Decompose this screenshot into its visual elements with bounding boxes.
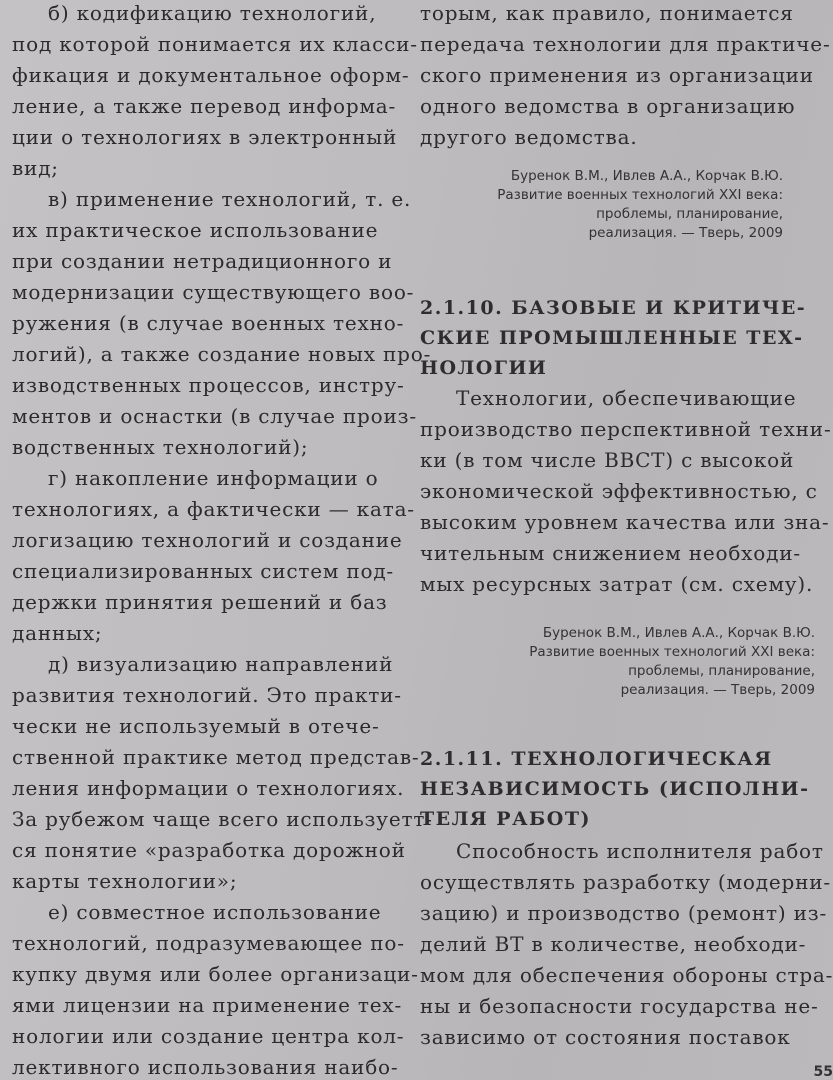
text-line: лективного использования наибо-: [12, 1055, 399, 1079]
text-line: е) совместное использование: [48, 900, 382, 924]
heading-line: 2.1.11. ТЕХНОЛОГИЧЕСКАЯ: [420, 748, 773, 770]
text-line: зацию) и производство (ремонт) из-: [420, 901, 828, 925]
text-line: одного ведомства в организацию: [420, 94, 796, 118]
text-line: логизацию технологий и создание: [12, 528, 403, 552]
text-line: при создании нетрадиционного и: [12, 249, 393, 273]
heading-line: СКИЕ ПРОМЫШЛЕННЫЕ ТЕХ-: [420, 327, 804, 349]
heading-line: НОЛОГИИ: [420, 357, 548, 379]
text-line: зависимо от состояния поставок: [420, 1025, 791, 1049]
citation-line: проблемы, планирование,: [596, 206, 783, 222]
page-number: 55: [813, 1064, 833, 1080]
citation-line: Развитие военных технологий XXI века:: [529, 644, 815, 660]
text-line: чительным снижением необходи-: [420, 541, 801, 565]
citation-line: реализация. — Тверь, 2009: [588, 225, 783, 241]
section-paragraph: [420, 836, 833, 1053]
text-line: торым, как правило, понимается: [420, 1, 794, 25]
text-line: водственных технологий);: [12, 435, 309, 459]
text-line: технологий, подразумевающее по-: [12, 931, 405, 955]
section-paragraph: [420, 383, 832, 600]
text-line: ны и безопасности государства не-: [420, 994, 819, 1018]
text-line: изводственных процессов, инстру-: [12, 373, 405, 397]
citation-line: проблемы, планирование,: [628, 663, 815, 679]
text-line: ружения (в случае военных техно-: [12, 311, 405, 335]
section-heading: [420, 744, 825, 834]
text-line: логий), а также создание новых про-: [12, 342, 432, 366]
text-line: г) накопление информации о: [48, 466, 379, 490]
text-line: вид;: [12, 156, 59, 180]
text-line: высоким уровнем качества или зна-: [420, 510, 830, 534]
text-line: ции о технологиях в электронный: [12, 125, 398, 149]
text-line: ственной практике метод представ-: [12, 745, 420, 769]
text-line: в) применение технологий, т. е.: [48, 187, 412, 211]
text-line: модернизации существующего воо-: [12, 280, 415, 304]
text-line: фикация и документальное оформ-: [12, 63, 410, 87]
text-line: держки принятия решений и баз: [12, 590, 388, 614]
text-line: другого ведомства.: [420, 125, 638, 149]
text-line: экономической эффективностью, с: [420, 479, 818, 503]
text-line: данных;: [12, 621, 103, 645]
text-line: ского применения из организации: [420, 63, 814, 87]
text-line: нологии или создание центра кол-: [12, 1024, 405, 1048]
text-line: ментов и оснастки (в случае произ-: [12, 404, 417, 428]
text-line: осуществлять разработку (модерни-: [420, 870, 831, 894]
text-line: технологиях, а фактически — ката-: [12, 497, 415, 521]
text-line: карты технологии»;: [12, 869, 238, 893]
text-line: под которой понимается их класси-: [12, 32, 418, 56]
text-line: Технологии, обеспечивающие: [456, 386, 797, 410]
text-line: делий ВТ в количестве, необходи-: [420, 932, 807, 956]
text-line: ся понятие «разработка дорожной: [12, 838, 406, 862]
section-heading: [420, 293, 825, 383]
text-line: д) визуализацию направлений: [48, 652, 394, 676]
heading-line: 2.1.10. БАЗОВЫЕ И КРИТИЧЕ-: [420, 297, 807, 319]
text-line: Способность исполнителя работ: [456, 839, 824, 863]
intro-paragraph: [420, 0, 831, 153]
text-line: б) кодификацию технологий,: [48, 1, 377, 25]
text-line: мом для обеспечения обороны стра-: [420, 963, 833, 987]
citation-line: реализация. — Тверь, 2009: [620, 682, 815, 698]
text-line: передача технологии для практиче-: [420, 32, 831, 56]
text-line: купку двумя или более организаци-: [12, 962, 419, 986]
text-line: мых ресурсных затрат (см. схему).: [420, 572, 814, 596]
text-line: ки (в том числе ВВСТ) с высокой: [420, 448, 795, 472]
text-line: чески не используемый в отече-: [12, 714, 380, 738]
citation-line: Буренок В.М., Ивлев А.А., Корчак В.Ю.: [510, 168, 783, 184]
text-line: производство перспективной техни-: [420, 417, 832, 441]
text-line: ями лицензии на применение тех-: [12, 993, 403, 1017]
citation-line: Буренок В.М., Ивлев А.А., Корчак В.Ю.: [542, 625, 815, 641]
right-column: [420, 0, 833, 1053]
text-line: их практическое использование: [12, 218, 379, 242]
heading-line: ТЕЛЯ РАБОТ): [420, 808, 591, 830]
left-column: [12, 0, 433, 1080]
text-line: развития технологий. Это практи-: [12, 683, 402, 707]
citation: [420, 167, 783, 243]
citation-line: Развитие военных технологий XXI века:: [497, 187, 783, 203]
text-line: ление, а также перевод информа-: [12, 94, 397, 118]
text-line: ления информации о технологиях.: [12, 776, 405, 800]
text-line: За рубежом чаще всего используетт-: [12, 807, 433, 831]
citation: [420, 624, 815, 700]
text-line: специализированных систем под-: [12, 559, 394, 583]
heading-line: НЕЗАВИСИМОСТЬ (ИСПОЛНИ-: [420, 778, 810, 800]
